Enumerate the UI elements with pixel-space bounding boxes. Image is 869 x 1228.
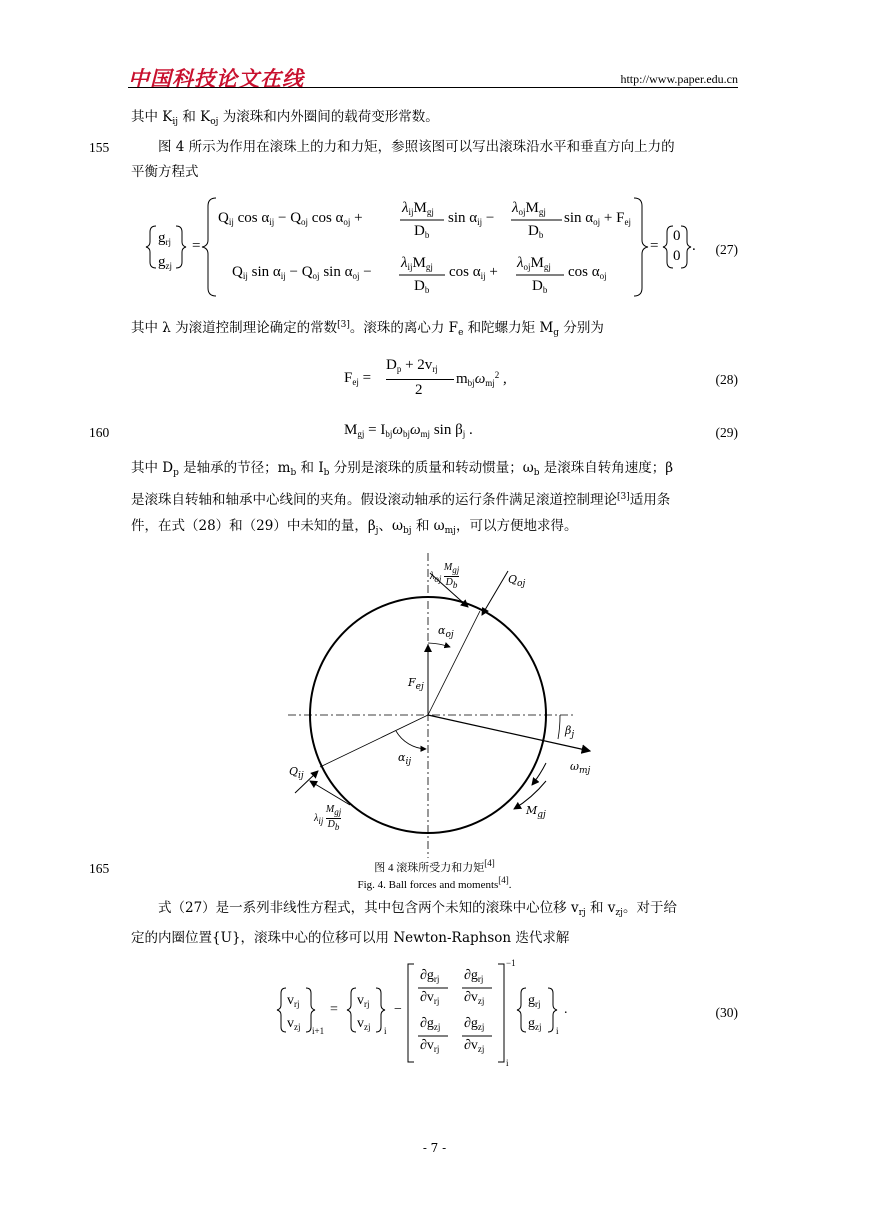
outer-contact-line	[428, 611, 480, 715]
paragraph-1: 其中 $K_{ij}$ 和 $K_{oj}$ 为滚珠和内外圈间的载荷变形常数。	[131, 109, 439, 127]
equation-27-row-2: $Q_{ij}$ $\sin \alpha_{ij} - Q_{oj}$ $\sin \alpha_{oj}$ −	[232, 264, 372, 281]
alpha-oj-arc	[428, 643, 450, 647]
label-qoj: $Q_{oj}$	[508, 573, 526, 589]
figure-caption-en: Fig. 4. Ball forces and moments[4].	[357, 875, 512, 891]
label-qij: $Q_{ij}$	[289, 765, 304, 781]
site-logo: 中国科技论文在线	[128, 67, 304, 91]
paragraph-5-line-1: 式（27）是一系列非线性方程式，其中包含两个未知的滚珠中心位移 $v_{rj}$ 和 $v_{zj}$。对于给	[158, 900, 677, 918]
label-lambda-oj: λoj Mgj Db	[430, 562, 460, 590]
paragraph-3: 其中 λ 为滚道控制理论确定的常数[3]。滚珠的离心力 $F_e$ 和陀螺力矩 $M_g$ 分别为	[131, 320, 604, 338]
header-url[interactable]: http://www.paper.edu.cn	[620, 72, 738, 86]
equation-29-number: (29)	[715, 425, 738, 440]
label-omega-mj: $\omega_{mj}$	[570, 760, 591, 776]
figure-caption-cn: 图 4 滚珠所受力和力矩[4]	[374, 858, 495, 874]
label-beta-j: $\beta_j$	[565, 724, 575, 740]
paragraph-2-line-2: 平衡方程式	[131, 164, 199, 180]
alpha-ij-arc	[396, 731, 426, 749]
g-vector: $g_{rj}$ $g_{zj}$	[158, 230, 172, 271]
equation-28: $F_{ej}$ = $D_p + 2v_{rj}$ 2 $m_{bj}\omega_{mj}^2$ ,	[344, 357, 507, 398]
line-number-160: 160	[89, 425, 110, 440]
force-qoj-arrow	[482, 571, 508, 615]
paragraph-4-line-2: 是滚珠自转轴和轴承中心线间的夹角。假设滚动轴承的运行条件满足滚道控制理论[3]适用条	[131, 492, 671, 508]
equation-27-number: (27)	[715, 242, 738, 257]
label-fej: $F_{ej}$	[408, 676, 424, 692]
equation-27: $g_{rj}$ $g_{zj}$ = $Q_{ij}$ $\cos \alpha_{ij} - Q_{oj}$ $\cos \alpha_{oj}$ + $\lambda_{ij}M_{gj}$ $D_b$ $\sin \alpha_{ij}$ − $\lambda_{oj}M_{gj}$ $D_b$ $\sin \alpha_{oj} + F_{ej}$ $Q_{ij}$ $\sin \alpha_{ij} - Q_{oj}$ $\sin \alpha_{oj}$ − $\lambda_{ij}M_{gj}$ $D_b$ $\cos \alpha_{ij}$ + $\lambda_{oj}M_{gj}$ $D_b$ $\cos \alpha_{oj}$ = 0 0 .	[140, 196, 700, 300]
line-number-165: 165	[89, 861, 110, 876]
paragraph-2-line-1: 图 4 所示为作用在滚珠上的力和力矩，参照该图可以写出滚珠沿水平和垂直方向上力的	[158, 139, 675, 155]
inner-contact-line	[320, 715, 428, 767]
equation-30: $v_{rj}$ $v_{zj}$ i+1 = $v_{rj}$ $v_{zj}$ i − $\partial g_{rj}$ $\partial v_{rj}$ $\partial g_{rj}$ $\partial v_{zj}$ $\partial g_{zj}$ $\partial v_{rj}$ $\partial g_{zj}$ $\partial v_{zj}$ −1 i $g_{rj}$ $g_{zj}$ i .	[272, 958, 592, 1068]
label-lambda-ij: λij Mgj Db	[314, 804, 342, 832]
header-rule	[128, 87, 738, 88]
label-alpha-ij: $\alpha_{ij}$	[398, 751, 412, 767]
page-number: - 7 -	[422, 1141, 447, 1155]
line-number-155: 155	[89, 140, 110, 155]
paragraph-4-line-3: 件，在式（28）和（29）中未知的量，$\beta_j$、$\omega_{bj}$ 和 $\omega_{mj}$，可以方便地求得。	[131, 518, 578, 536]
equation-28-number: (28)	[715, 372, 738, 387]
equation-27-row-1: $Q_{ij}$ $\cos \alpha_{ij} - Q_{oj}$ $\cos \alpha_{oj}$ +	[218, 210, 363, 227]
paragraph-5-line-2: 定的内圈位置{U}，滚珠中心的位移可以用 Newton-Raphson 迭代求解	[131, 930, 570, 946]
force-lambda-ij-arrow	[310, 781, 350, 805]
label-mgj: $M_{gj}$	[526, 804, 546, 820]
equation-30-number: (30)	[715, 1005, 738, 1020]
equation-29: $M_{gj} = I_{bj}\omega_{bj}\omega_{mj}$ $\sin \beta_j$ .	[344, 422, 473, 439]
label-alpha-oj: $\alpha_{oj}$	[438, 624, 454, 640]
paragraph-4-line-1: 其中 $D_p$ 是轴承的节径；$m_b$ 和 $I_b$ 分别是滚珠的质量和转动惯量；$\omega_b$ 是滚珠自转角速度；β	[131, 460, 674, 478]
beta-j-arc	[558, 715, 560, 739]
